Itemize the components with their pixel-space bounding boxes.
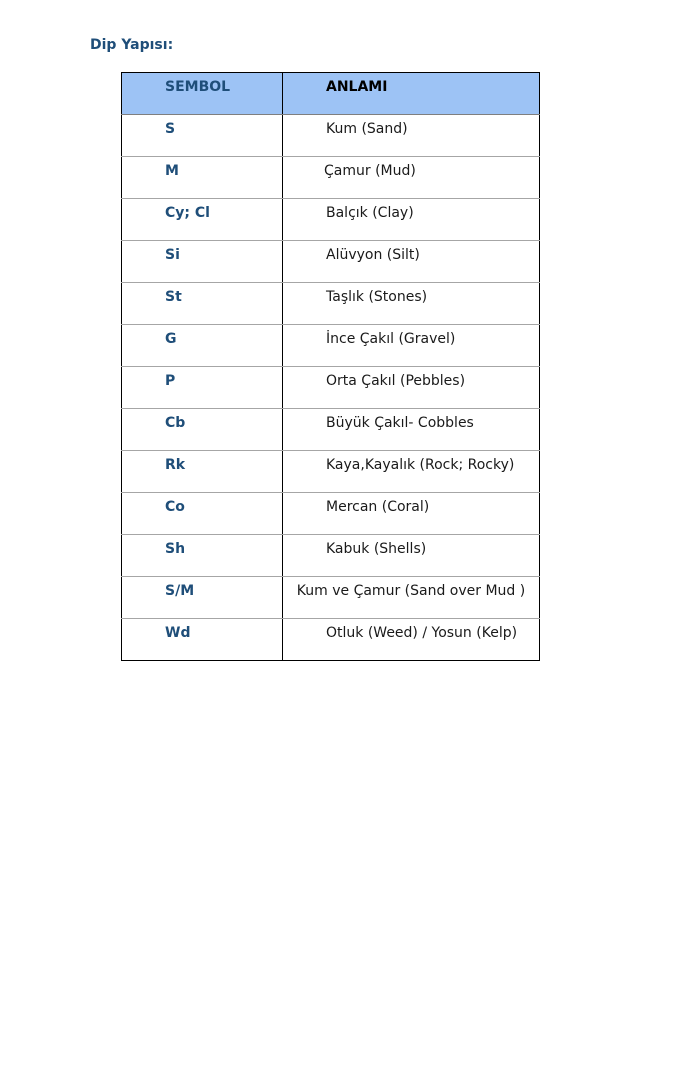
table-row: [122, 241, 540, 283]
symbol-cell: Wd: [122, 619, 283, 661]
symbol-cell: M: [122, 157, 283, 199]
meaning-cell: Kaya,Kayalık (Rock; Rocky): [283, 451, 540, 493]
seabed-symbol-table: [121, 72, 540, 661]
meaning-cell: Taşlık (Stones): [283, 283, 540, 325]
table-row: [122, 619, 540, 661]
meaning-cell: Mercan (Coral): [283, 493, 540, 535]
symbol-cell: P: [122, 367, 283, 409]
symbol-cell: Sh: [122, 535, 283, 577]
table-row: [122, 115, 540, 157]
meaning-cell: Alüvyon (Silt): [283, 241, 540, 283]
meaning-cell: Kum (Sand): [283, 115, 540, 157]
table-row: [122, 535, 540, 577]
symbol-cell: G: [122, 325, 283, 367]
symbol-cell: Cb: [122, 409, 283, 451]
meaning-cell: Otluk (Weed) / Yosun (Kelp): [283, 619, 540, 661]
header-meaning: ANLAMI: [283, 73, 540, 115]
symbol-cell: Rk: [122, 451, 283, 493]
meaning-cell: Orta Çakıl (Pebbles): [283, 367, 540, 409]
symbol-cell: Co: [122, 493, 283, 535]
table-row: [122, 325, 540, 367]
table-row: [122, 367, 540, 409]
table-row: [122, 199, 540, 241]
table-row: [122, 577, 540, 619]
table-row: [122, 157, 540, 199]
meaning-cell: Balçık (Clay): [283, 199, 540, 241]
symbol-cell: S/M: [122, 577, 283, 619]
meaning-cell: Kabuk (Shells): [283, 535, 540, 577]
meaning-cell: Kum ve Çamur (Sand over Mud ): [283, 577, 540, 619]
table-row: [122, 283, 540, 325]
meaning-cell: İnce Çakıl (Gravel): [283, 325, 540, 367]
table-row: [122, 493, 540, 535]
meaning-cell: Büyük Çakıl- Cobbles: [283, 409, 540, 451]
symbol-cell: S: [122, 115, 283, 157]
table-header-row: [122, 73, 540, 115]
symbol-cell: St: [122, 283, 283, 325]
table-row: [122, 451, 540, 493]
symbol-cell: Cy; Cl: [122, 199, 283, 241]
table-row: [122, 409, 540, 451]
meaning-cell: Çamur (Mud): [283, 157, 540, 199]
header-symbol: SEMBOL: [122, 73, 283, 115]
page-title: Dip Yapısı:: [90, 37, 174, 53]
symbol-cell: Si: [122, 241, 283, 283]
